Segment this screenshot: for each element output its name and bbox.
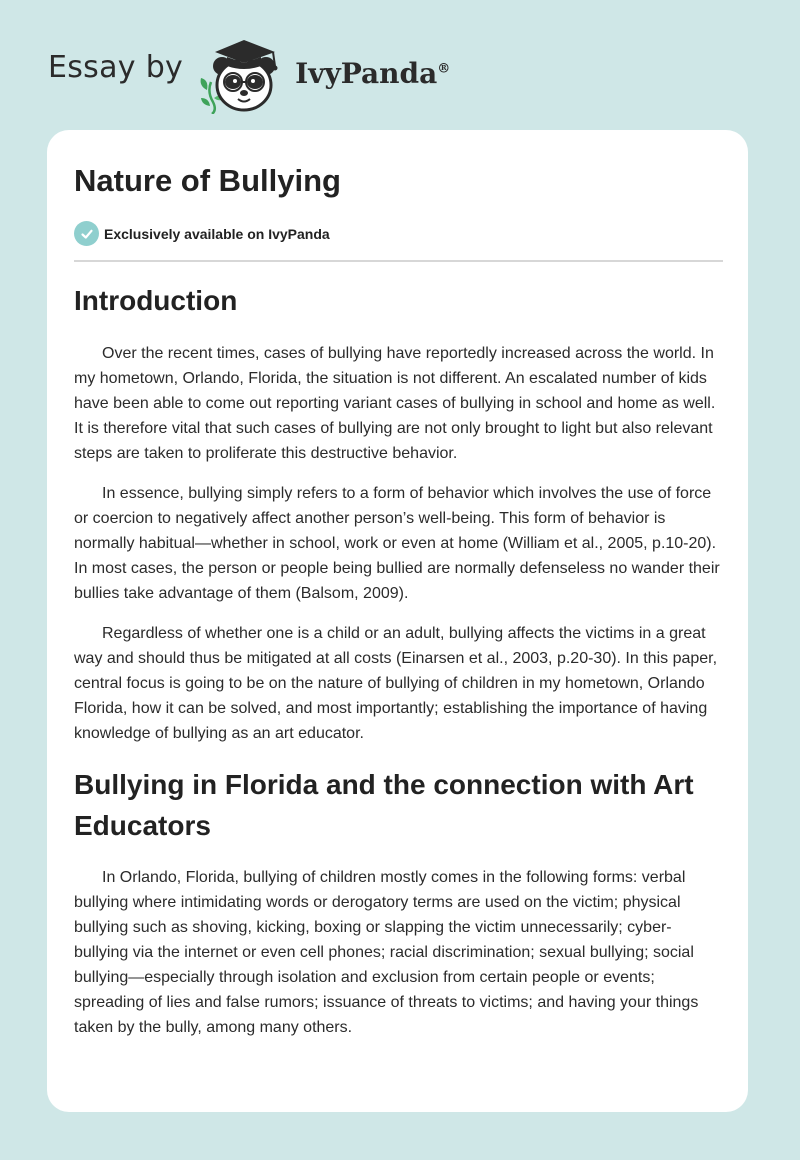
paragraph: In Orlando, Florida, bullying of children mostly comes in the following forms: verbal bullying where intimidating words or derogatory terms are used on the victim; physical bullying such as shoving, kicking, boxing or slapping the victim unnecessarily; cyber-bullying via the internet or even cell phones; racial discrimination; sexual bullying; social bullying—especially through isolation and exclusion from certain people or events; spreading of lies and false rumors; issuance of threats to victims; and having your things taken by the bully, among many others. [74, 869, 699, 1036]
divider [74, 260, 723, 262]
essay-by-label: Essay by [48, 49, 184, 85]
article-body [74, 280, 724, 1055]
section-heading: Introduction [74, 285, 238, 316]
site-header [48, 30, 450, 114]
section-heading: Bullying in Florida and the connection with Art Educators [74, 769, 694, 841]
paragraph: In essence, bullying simply refers to a form of behavior which involves the use of force or coercion to negatively affect another person’s well-being. This form of behavior is normally habitual—whether in school, work or even at home (William et al., 2005, p.10-20). In most cases, the person or people being bullied are normally defenseless no wander their bullies take advantage of them (Balsom, 2009). [74, 485, 720, 602]
exclusive-badge-label: Exclusively available on IvyPanda [104, 225, 330, 242]
paragraph: Regardless of whether one is a child or an adult, bullying affects the victims in a great way and should thus be mitigated at all costs (Einarsen et al., 2003, p.20-30). In this paper, central focus is going to be on the nature of bullying of children in my hometown, Orlando Florida, how it can be solved, and most importantly; establishing the importance of having knowledge of bullying as an art educator. [74, 625, 718, 742]
registered-mark: ® [437, 61, 451, 77]
checkmark-icon [74, 221, 99, 246]
panda-graduate-logo-icon[interactable] [197, 30, 289, 114]
brand-name[interactable]: IvyPanda® [295, 56, 451, 90]
exclusive-badge [74, 221, 330, 246]
paragraph: Over the recent times, cases of bullying have reportedly increased across the world. In my hometown, Orlando, Florida, the situation is not different. An escalated number of kids have been able to come out reporting variant cases of bullying in school and home as well. It is therefore vital that such cases of bullying are not only brought to light but also relevant steps are taken to proliferate this destructive behavior. [74, 345, 716, 462]
essay-card [47, 130, 748, 1112]
page-title: Nature of Bullying [74, 163, 341, 198]
